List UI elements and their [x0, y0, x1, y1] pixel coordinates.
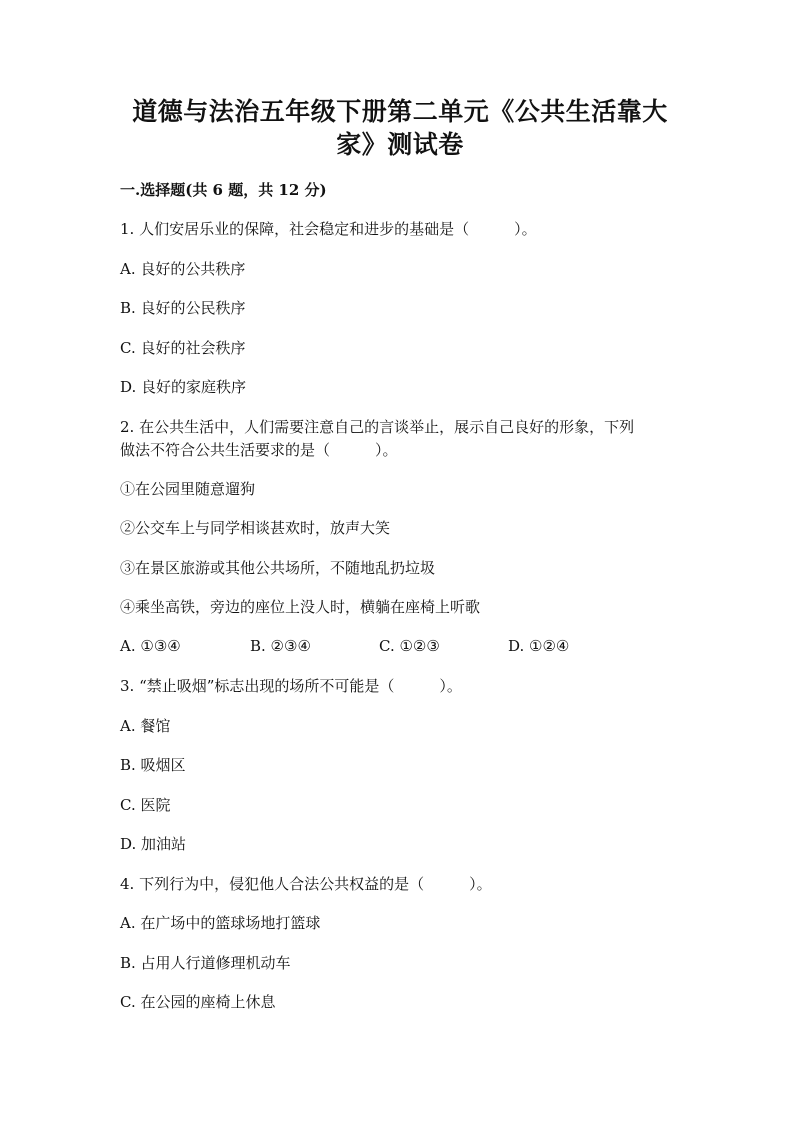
question-4-option-a: A. 在广场中的篮球场地打篮球 [120, 914, 321, 932]
question-4-option-c: C. 在公园的座椅上休息 [120, 993, 276, 1011]
question-1-option-a: A. 良好的公共秩序 [120, 260, 246, 278]
question-2-stem-line1: 2. 在公共生活中，人们需要注意自己的言谈举止，展示自己良好的形象，下列 [120, 418, 635, 436]
question-3-option-c: C. 医院 [120, 796, 171, 814]
question-3-stem: 3. “禁止吸烟”标志出现的场所不可能是（ ）。 [120, 677, 462, 695]
question-2-item-1: ①在公园里随意遛狗 [120, 480, 256, 498]
question-2-item-3: ③在景区旅游或其他公共场所，不随地乱扔垃圾 [120, 559, 436, 577]
question-2-option-d: D. ①②④ [508, 637, 570, 655]
question-4-option-b: B. 占用人行道修理机动车 [120, 954, 291, 972]
question-1-option-b: B. 良好的公民秩序 [120, 299, 246, 317]
question-2-option-a: A. ①③④ [120, 637, 181, 655]
question-2-stem-line2: 做法不符合公共生活要求的是（ ）。 [120, 441, 398, 459]
question-3-option-d: D. 加油站 [120, 835, 187, 853]
question-3-option-a: A. 餐馆 [120, 717, 171, 735]
page-title-line2: 家》测试卷 [336, 130, 464, 159]
question-1-option-c: C. 良好的社会秩序 [120, 339, 246, 357]
page-title-line1: 道德与法治五年级下册第二单元《公共生活靠大 [132, 97, 668, 126]
question-2-option-c: C. ①②③ [379, 637, 440, 655]
question-2-option-b: B. ②③④ [250, 637, 311, 655]
question-2-item-4: ④乘坐高铁，旁边的座位上没人时，横躺在座椅上听歌 [120, 598, 481, 616]
section-heading: 一.选择题(共 6 题，共 12 分) [120, 181, 327, 199]
question-1-stem: 1. 人们安居乐业的保障，社会稳定和进步的基础是（ ）。 [120, 220, 537, 238]
question-1-option-d: D. 良好的家庭秩序 [120, 378, 247, 396]
question-2-options [120, 636, 680, 656]
question-3-option-b: B. 吸烟区 [120, 756, 186, 774]
question-4-stem: 4. 下列行为中，侵犯他人合法公共权益的是（ ）。 [120, 875, 492, 893]
question-2-item-2: ②公交车上与同学相谈甚欢时，放声大笑 [120, 519, 391, 537]
